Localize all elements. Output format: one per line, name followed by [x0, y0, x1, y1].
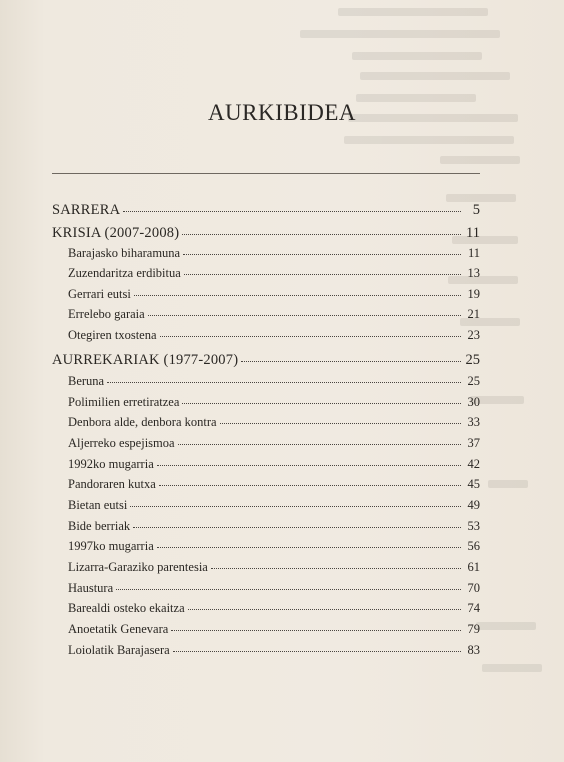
toc-entry-title: Anoetatik Genevara — [68, 622, 169, 636]
toc-entry[interactable] — [68, 601, 480, 616]
dot-leader — [182, 234, 461, 235]
toc-entry[interactable] — [68, 328, 480, 343]
toc-entry[interactable] — [68, 643, 480, 658]
toc-page-number: 70 — [467, 581, 480, 595]
toc-entry[interactable] — [68, 395, 480, 410]
toc-entry-title: Polimilien erretiratzea — [68, 395, 180, 409]
toc-page-number: 11 — [467, 246, 480, 260]
toc-page-number: 13 — [467, 266, 480, 280]
dot-leader — [184, 274, 461, 275]
dot-leader — [157, 547, 461, 548]
toc-page-number: 49 — [467, 498, 480, 512]
dot-leader — [182, 403, 461, 404]
toc-entry[interactable] — [68, 581, 480, 596]
toc-entry-title: Bide berriak — [68, 519, 131, 533]
toc-entry[interactable] — [68, 415, 480, 430]
toc-page-number: 30 — [467, 395, 480, 409]
toc-page-number: 45 — [467, 477, 480, 491]
toc-entry[interactable] — [68, 374, 480, 389]
toc-page-number: 79 — [467, 622, 480, 636]
page-title: AURKIBIDEA — [207, 100, 357, 125]
dot-leader — [148, 315, 461, 316]
dot-leader — [171, 630, 461, 631]
toc-entry[interactable] — [68, 457, 480, 472]
toc-entry-title: Gerrari eutsi — [68, 287, 131, 301]
toc-page-number: 5 — [472, 202, 480, 218]
toc-entry-title: Lizarra-Garaziko parentesia — [68, 560, 208, 574]
toc-entry[interactable] — [68, 436, 480, 451]
toc-section-sarrera[interactable] — [52, 202, 480, 219]
toc-page-number: 33 — [467, 415, 480, 429]
dot-leader — [157, 465, 461, 466]
toc-page-number: 21 — [467, 307, 480, 321]
dot-leader — [173, 651, 461, 652]
dot-leader — [220, 423, 461, 424]
toc-entry[interactable] — [68, 477, 480, 492]
toc-page-number: 11 — [466, 225, 480, 241]
dot-leader — [130, 506, 461, 507]
dot-leader — [116, 589, 461, 590]
dot-leader — [123, 211, 461, 212]
dot-leader — [183, 254, 461, 255]
toc-entry[interactable] — [68, 498, 480, 513]
toc-page-number: 23 — [467, 328, 480, 342]
toc-entry-title: Beruna — [68, 374, 105, 388]
dot-leader — [107, 382, 461, 383]
toc-entry[interactable] — [68, 246, 480, 261]
dot-leader — [134, 295, 461, 296]
toc-entry-title: Aljerreko espejismoa — [68, 436, 175, 450]
dot-leader — [188, 609, 461, 610]
toc-page-number: 83 — [467, 643, 480, 657]
toc-entry[interactable] — [68, 622, 480, 637]
toc-entry-title: Denbora alde, denbora kontra — [68, 415, 217, 429]
dot-leader — [211, 568, 461, 569]
toc-page-number: 19 — [467, 287, 480, 301]
toc-page-number: 56 — [467, 539, 480, 553]
dot-leader — [160, 336, 461, 337]
toc-page-number: 42 — [467, 457, 480, 471]
toc-entry[interactable] — [68, 539, 480, 554]
toc-entry-title: 1997ko mugarria — [68, 539, 154, 553]
toc-entry-title: Pandoraren kutxa — [68, 477, 156, 491]
dot-leader — [159, 485, 461, 486]
toc-page-number: 25 — [467, 374, 480, 388]
toc-entry-title: Barealdi osteko ekaitza — [68, 601, 185, 615]
toc-section-title: KRISIA (2007-2008) — [52, 225, 180, 241]
toc-entry-title: Bietan eutsi — [68, 498, 128, 512]
toc-page-number: 61 — [467, 560, 480, 574]
dot-leader — [241, 361, 461, 362]
toc-page-number: 53 — [467, 519, 480, 533]
toc-section-title: SARRERA — [52, 202, 121, 218]
toc-entry[interactable] — [68, 560, 480, 575]
toc-section-aurrekariak[interactable] — [52, 352, 480, 369]
toc-page-number: 74 — [467, 601, 480, 615]
toc-entry-title: Haustura — [68, 581, 114, 595]
toc-page-number: 37 — [467, 436, 480, 450]
toc-entry[interactable] — [68, 266, 480, 281]
toc-entry-title: 1992ko mugarria — [68, 457, 154, 471]
toc-entry-title: Errelebo garaia — [68, 307, 145, 321]
toc-entry-title: Barajasko biharamuna — [68, 246, 181, 260]
toc-entry[interactable] — [68, 519, 480, 534]
toc-page-number: 25 — [465, 352, 480, 368]
toc-entry-title: Loiolatik Barajasera — [68, 643, 170, 657]
dot-leader — [133, 527, 461, 528]
toc-section-title: AURREKARIAK (1977-2007) — [52, 352, 239, 368]
toc-entry-title: Zuzendaritza erdibitua — [68, 266, 181, 280]
toc-entry[interactable] — [68, 287, 480, 302]
toc-entry-title: Otegiren txostena — [68, 328, 157, 342]
toc-section-krisia[interactable] — [52, 225, 480, 242]
dot-leader — [178, 444, 461, 445]
toc-entry[interactable] — [68, 307, 480, 322]
